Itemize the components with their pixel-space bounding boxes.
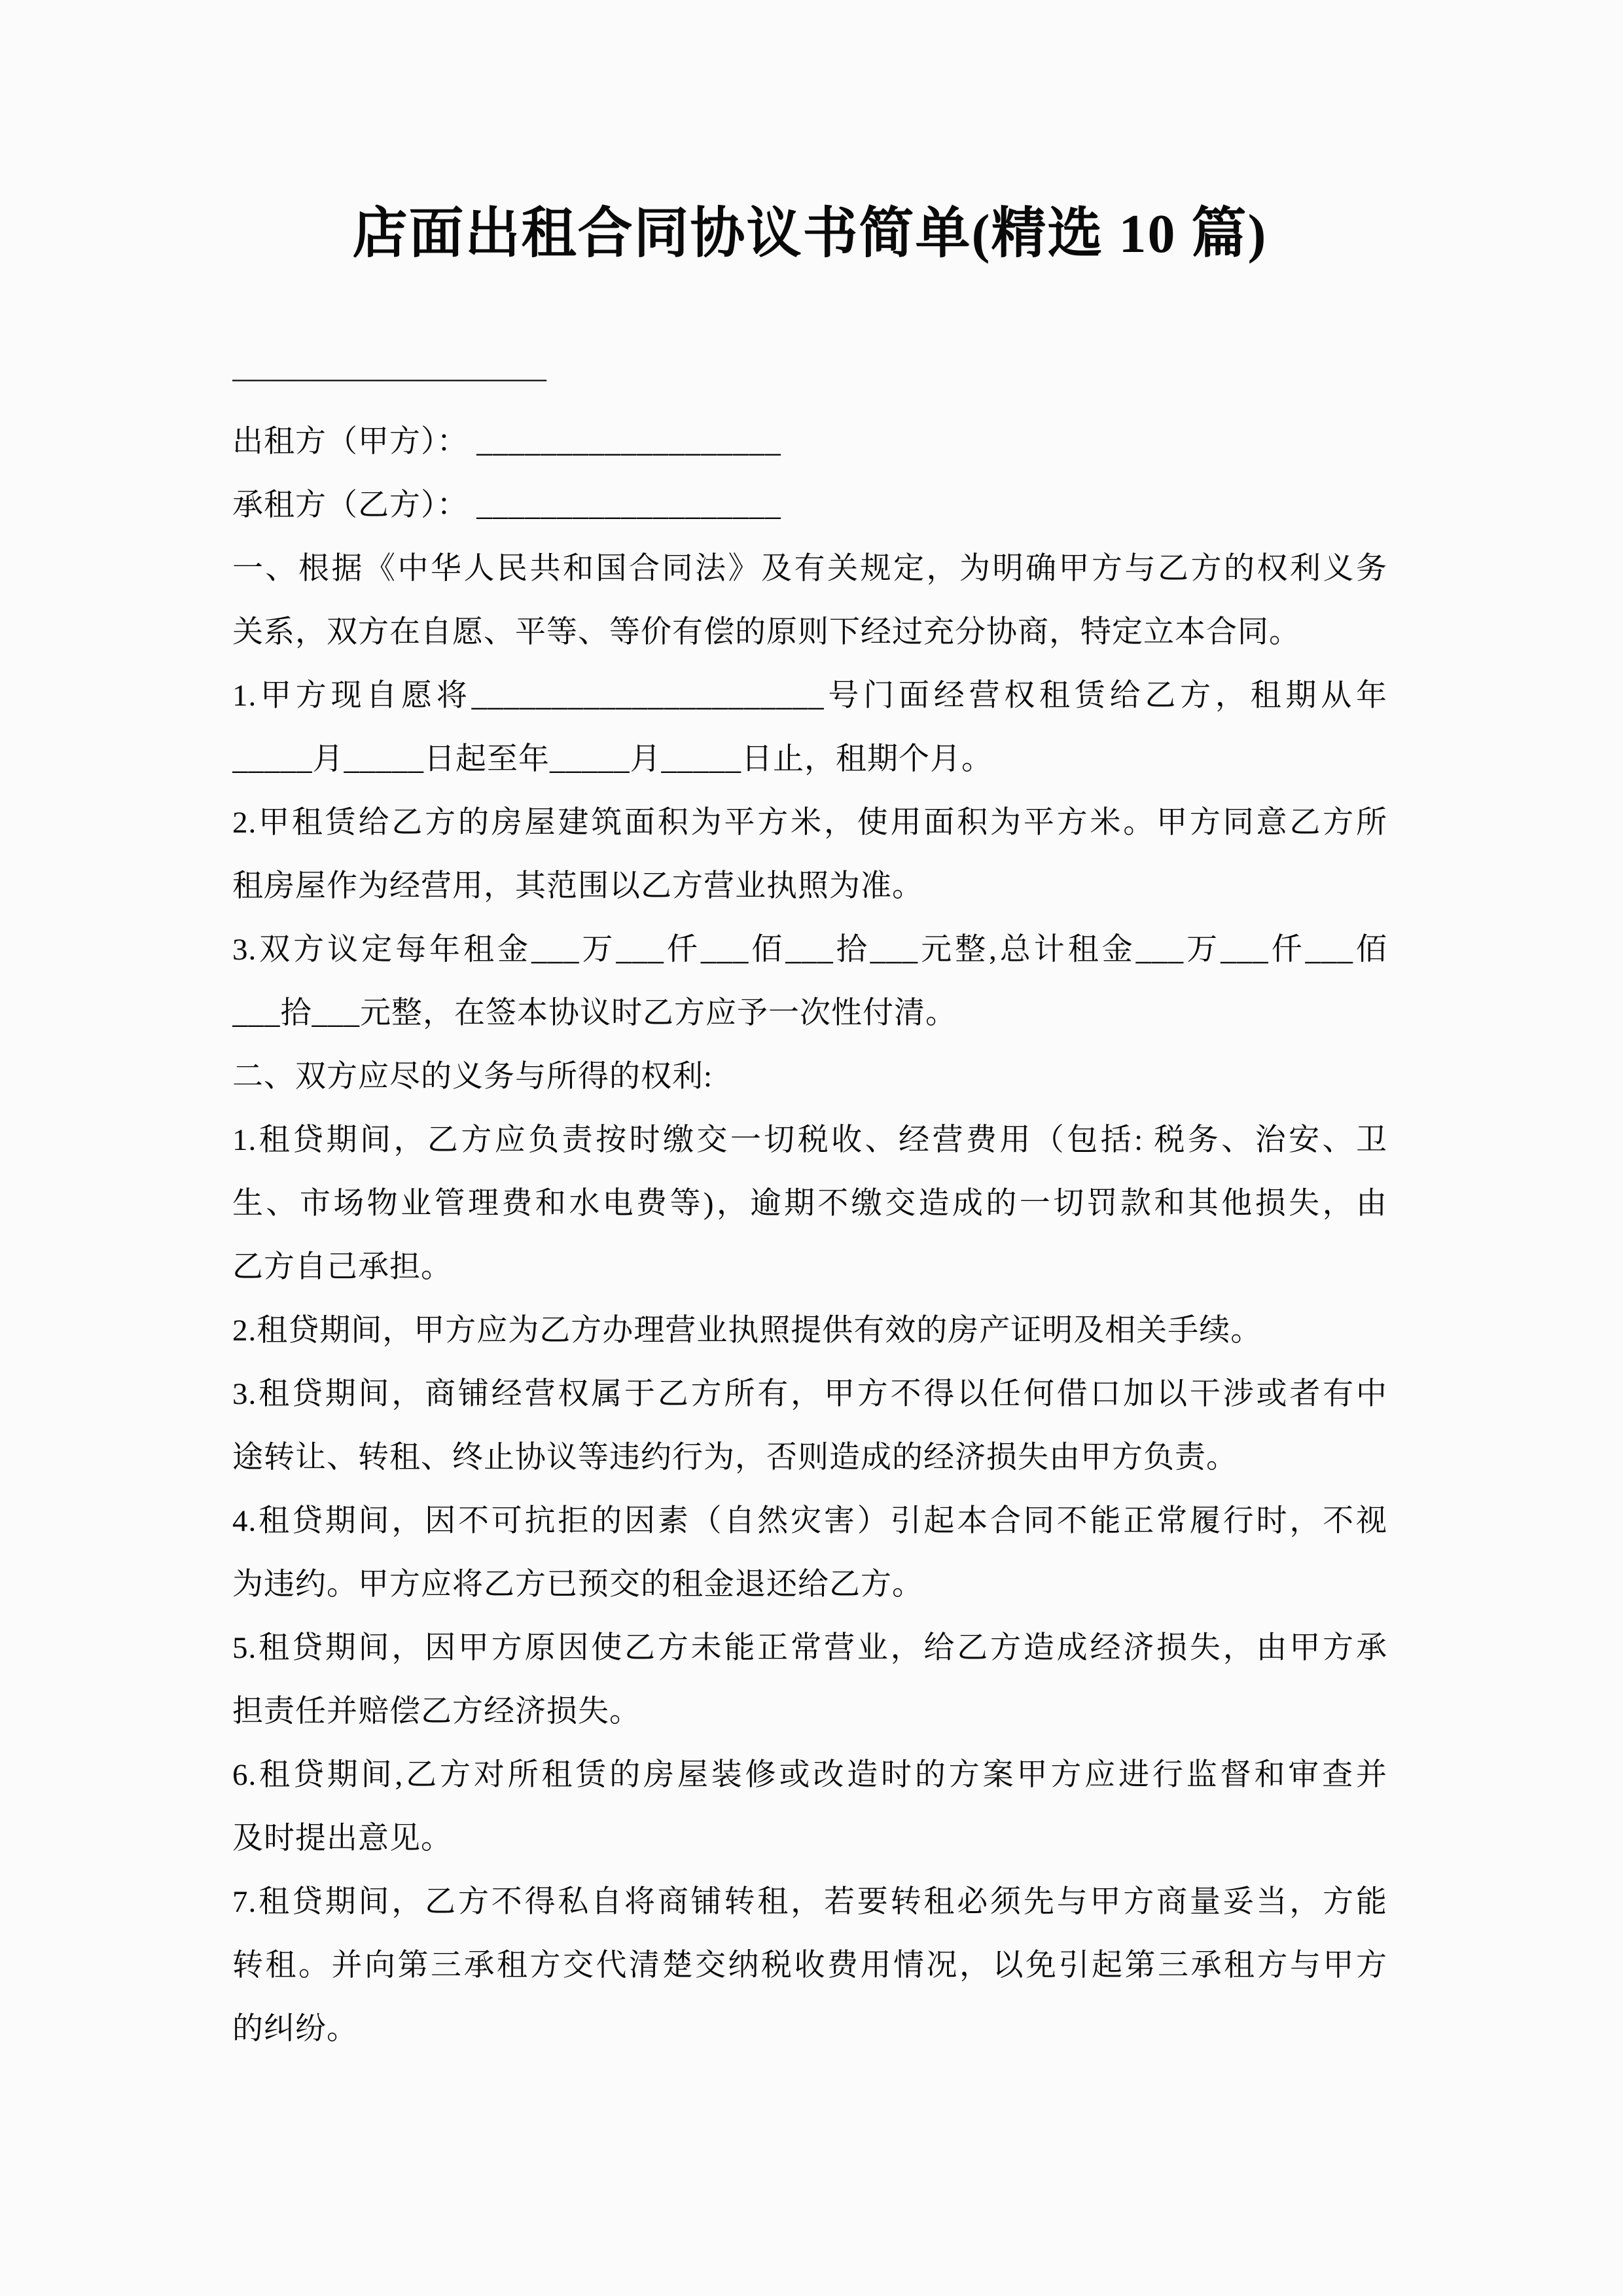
- contract-line: 出租方（甲方）： ___________________: [232, 425, 781, 459]
- contract-line: 担责任并赔偿乙方经济损失。: [232, 1695, 641, 1729]
- document-title: 店面出租合同协议书简单(精选 10 篇): [352, 204, 1268, 264]
- contract-line: 6.租贷期间,乙方对所租赁的房屋装修或改造时的方案甲方应进行监督和审查并: [232, 1758, 1387, 1792]
- separator-dashes: ———————————————: [232, 367, 546, 390]
- contract-line: 转租。并向第三承租方交代清楚交纳税收费用情况，以免引起第三承租方与甲方: [232, 1948, 1387, 1982]
- contract-line: 关系，双方在自愿、平等、等价有偿的原则下经过充分协商，特定立本合同。: [232, 615, 1300, 649]
- contract-line: 及时提出意见。: [232, 1821, 452, 1856]
- contract-line: 1.租贷期间，乙方应负责按时缴交一切税收、经营费用（包括: 税务、治安、卫: [232, 1123, 1387, 1157]
- contract-lines: [232, 347, 1387, 2061]
- contract-line: 4.租贷期间，因不可抗拒的因素（自然灾害）引起本合同不能正常履行时，不视: [232, 1504, 1387, 1538]
- contract-line: _____月_____日起至年_____月_____日止，租期个月。: [232, 742, 993, 776]
- contract-line: 2.租贷期间，甲方应为乙方办理营业执照提供有效的房产证明及相关手续。: [232, 1314, 1262, 1348]
- contract-line: 1.甲方现自愿将______________________号门面经营权租赁给乙方，租期从年: [232, 679, 1387, 713]
- contract-line: 的纠纷。: [232, 2012, 358, 2046]
- contract-line: 一、根据《中华人民共和国合同法》及有关规定，为明确甲方与乙方的权利义务: [232, 552, 1387, 586]
- contract-line: 生、市场物业管理费和水电费等)，逾期不缴交造成的一切罚款和其他损失，由: [232, 1187, 1387, 1221]
- contract-line: 7.租贷期间，乙方不得私自将商铺转租，若要转租必须先与甲方商量妥当，方能: [232, 1885, 1387, 1919]
- contract-line: ___拾___元整，在签本协议时乙方应予一次性付清。: [232, 996, 957, 1030]
- contract-line: 2.甲租赁给乙方的房屋建筑面积为平方米，使用面积为平方米。甲方同意乙方所: [232, 806, 1387, 840]
- contract-line: 3.租贷期间，商铺经营权属于乙方所有，甲方不得以任何借口加以干涉或者有中: [232, 1377, 1387, 1411]
- contract-line: 5.租贷期间，因甲方原因使乙方未能正常营业，给乙方造成经济损失，由甲方承: [232, 1631, 1387, 1665]
- contract-line: 承租方（乙方）： ___________________: [232, 488, 781, 522]
- contract-line: 途转让、转租、终止协议等违约行为，否则造成的经济损失由甲方负责。: [232, 1441, 1238, 1475]
- contract-line: 为违约。甲方应将乙方已预交的租金退还给乙方。: [232, 1568, 923, 1602]
- contract-line: 乙方自己承担。: [232, 1250, 452, 1284]
- contract-line: 3.双方议定每年租金___万___仟___佰___拾___元整,总计租金___万___仟___佰: [232, 933, 1387, 967]
- contract-line: 租房屋作为经营用，其范围以乙方营业执照为准。: [232, 869, 923, 903]
- contract-line: 二、双方应尽的义务与所得的权利:: [232, 1060, 713, 1094]
